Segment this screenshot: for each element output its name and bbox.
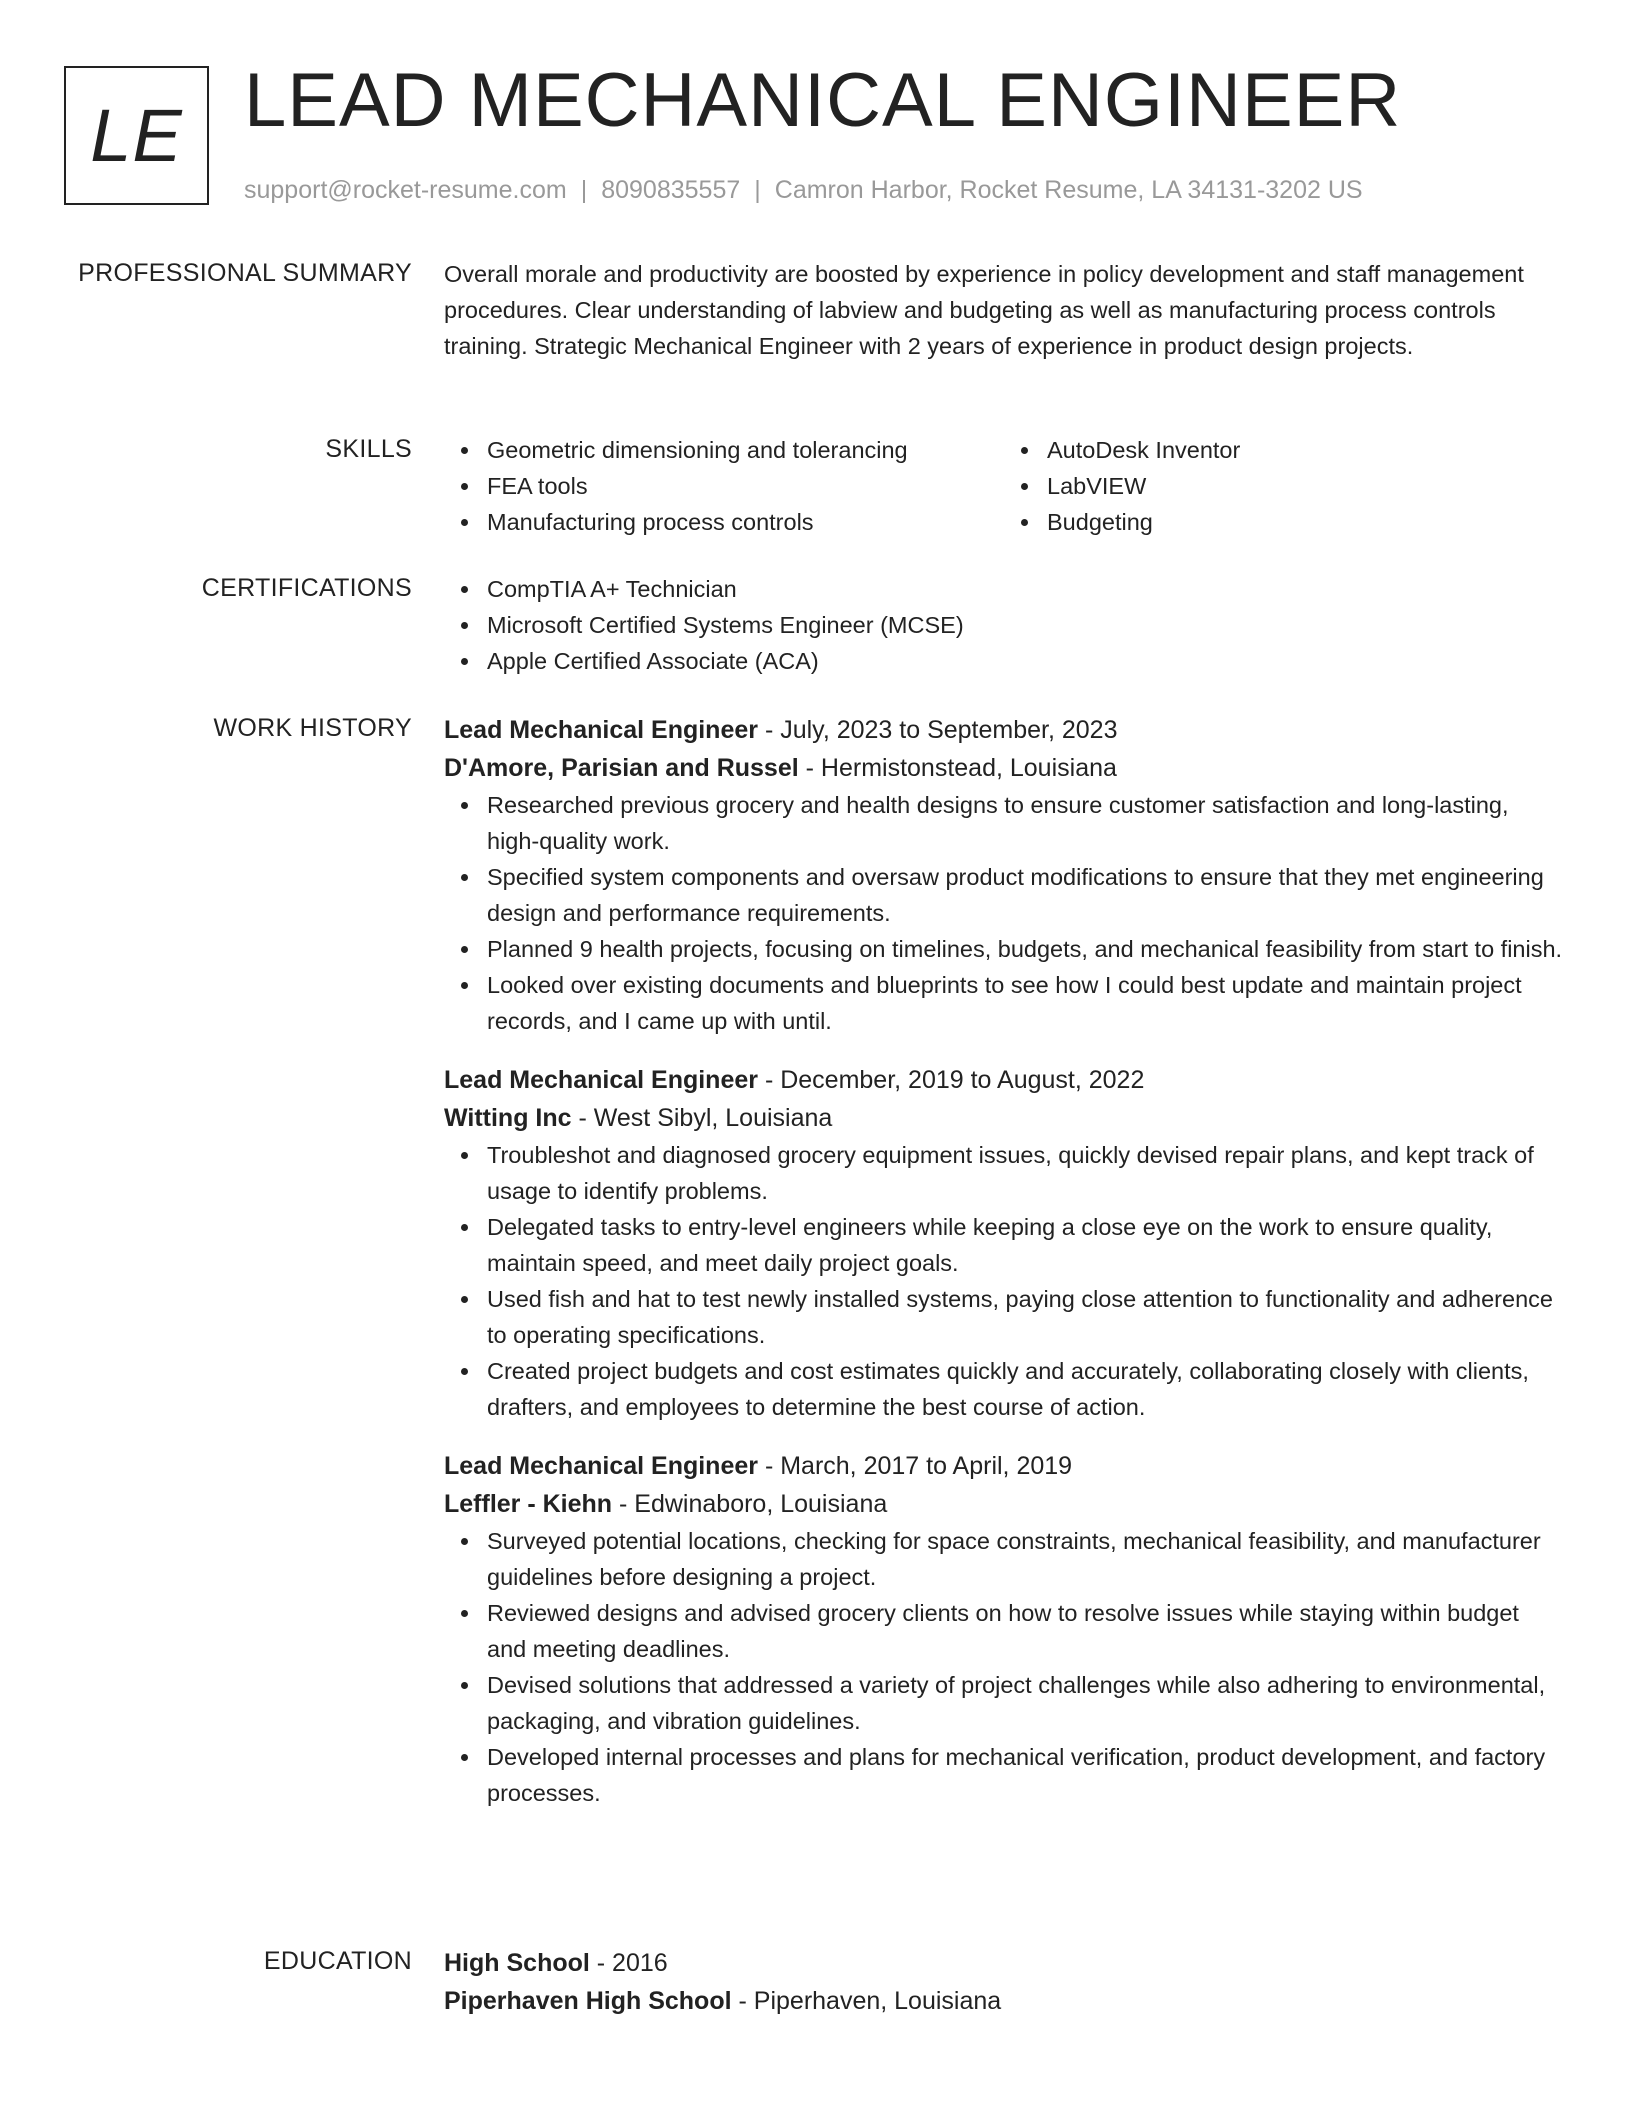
job-duty: Specified system components and oversaw product modifications to ensure that they met engineering design and performance requirements. [487,859,1564,931]
job-duty: Planned 9 health projects, focusing on timelines, budgets, and mechanical feasibility from start to finish. [487,931,1564,967]
skill-item: Budgeting [1047,504,1564,540]
skill-item: AutoDesk Inventor [1047,432,1564,468]
education-content [444,1944,1564,2020]
education-location: - Piperhaven, Louisiana [731,1987,1002,2015]
education-degree-line [444,1944,1564,1982]
skill-item: FEA tools [487,468,1004,504]
skill-item: Manufacturing process controls [487,504,1004,540]
skills-heading: SKILLS [325,435,412,463]
contact-separator: | [580,176,588,204]
job-duties-list [444,1137,1564,1425]
skill-item: LabVIEW [1047,468,1564,504]
job-location: - Hermistonstead, Louisiana [798,754,1117,782]
contact-email: support@rocket-resume.com [244,176,567,204]
job-title-line [444,1061,1564,1099]
job-duty: Researched previous grocery and health designs to ensure customer satisfaction and long-lasting, high-quality work. [487,787,1564,859]
job-company: Witting Inc [444,1104,572,1132]
job-duty: Developed internal processes and plans for mechanical verification, product development, and factory processes. [487,1739,1564,1811]
job-title-line [444,1447,1564,1485]
skills-content [444,432,1564,540]
job-company: Leffler - Kiehn [444,1490,613,1518]
summary-content [444,256,1564,364]
job-title: Lead Mechanical Engineer [444,1452,758,1480]
job-dates: - March, 2017 to April, 2019 [758,1452,1073,1480]
certification-item: Microsoft Certified Systems Engineer (MCSE) [487,607,1564,643]
contact-address: Camron Harbor, Rocket Resume, LA 34131-3202 US [774,176,1363,204]
certifications-list [444,571,1564,679]
certifications-content [444,571,1564,679]
job-duty: Surveyed potential locations, checking for space constraints, mechanical feasibility, and manufacturer guidelines before designing a project. [487,1523,1564,1595]
resume-title: LEAD MECHANICAL ENGINEER [244,58,1402,143]
education-school: Piperhaven High School [444,1987,732,2015]
job-company-line [444,749,1564,787]
skill-item: Geometric dimensioning and tolerancing [487,432,1004,468]
job-company-line [444,1099,1564,1137]
job-duty: Reviewed designs and advised grocery clients on how to resolve issues while staying within budget and meeting deadlines. [487,1595,1564,1667]
skills-list-left [444,432,1004,540]
work-history-heading: WORK HISTORY [213,714,412,742]
skills-list-right [1004,432,1564,540]
contact-separator: | [754,176,761,204]
summary-heading: PROFESSIONAL SUMMARY [78,259,412,287]
job-entry [444,1061,1564,1425]
job-duty: Looked over existing documents and blueprints to see how I could best update and maintain project records, and I came up with until. [487,967,1564,1039]
job-entry [444,1447,1564,1811]
job-location: - West Sibyl, Louisiana [571,1104,833,1132]
job-company: D'Amore, Parisian and Russel [444,754,799,782]
work-history-content [444,711,1564,1811]
job-company-line [444,1485,1564,1523]
job-dates: - December, 2019 to August, 2022 [758,1066,1145,1094]
certifications-heading: CERTIFICATIONS [201,574,412,602]
job-duty: Troubleshot and diagnosed grocery equipment issues, quickly devised repair plans, and kept track of usage to identify problems. [487,1137,1564,1209]
job-dates: - July, 2023 to September, 2023 [758,716,1118,744]
job-title-line [444,711,1564,749]
job-duties-list [444,1523,1564,1811]
job-location: - Edwinaboro, Louisiana [612,1490,888,1518]
certification-item: CompTIA A+ Technician [487,571,1564,607]
job-title: Lead Mechanical Engineer [444,716,758,744]
job-duty: Delegated tasks to entry-level engineers while keeping a close eye on the work to ensure quality, maintain speed, and meet daily project goals. [487,1209,1564,1281]
contact-phone: 8090835557 [601,176,741,204]
education-year: - 2016 [589,1949,668,1977]
job-duties-list [444,787,1564,1039]
education-heading: EDUCATION [263,1947,412,1975]
job-duty: Created project budgets and cost estimates quickly and accurately, collaborating closely with clients, drafters, and employees to determine the best course of action. [487,1353,1564,1425]
education-degree: High School [444,1949,590,1977]
certification-item: Apple Certified Associate (ACA) [487,643,1564,679]
job-duty: Devised solutions that addressed a variety of project challenges while also adhering to environmental, packaging, and vibration guidelines. [487,1667,1564,1739]
job-title: Lead Mechanical Engineer [444,1066,758,1094]
job-duty: Used fish and hat to test newly installed systems, paying close attention to functionality and adherence to operating specifications. [487,1281,1564,1353]
summary-text: Overall morale and productivity are boosted by experience in policy development and staff management procedures. Clear understanding of labview and budgeting as well as manufacturing process controls training. Strategic Mechanical Engineer with 2 years of experience in product design projects. [444,261,1524,359]
job-entry [444,711,1564,1039]
monogram-logo: LE [64,66,209,205]
contact-line [244,174,1363,206]
education-school-line [444,1982,1564,2020]
